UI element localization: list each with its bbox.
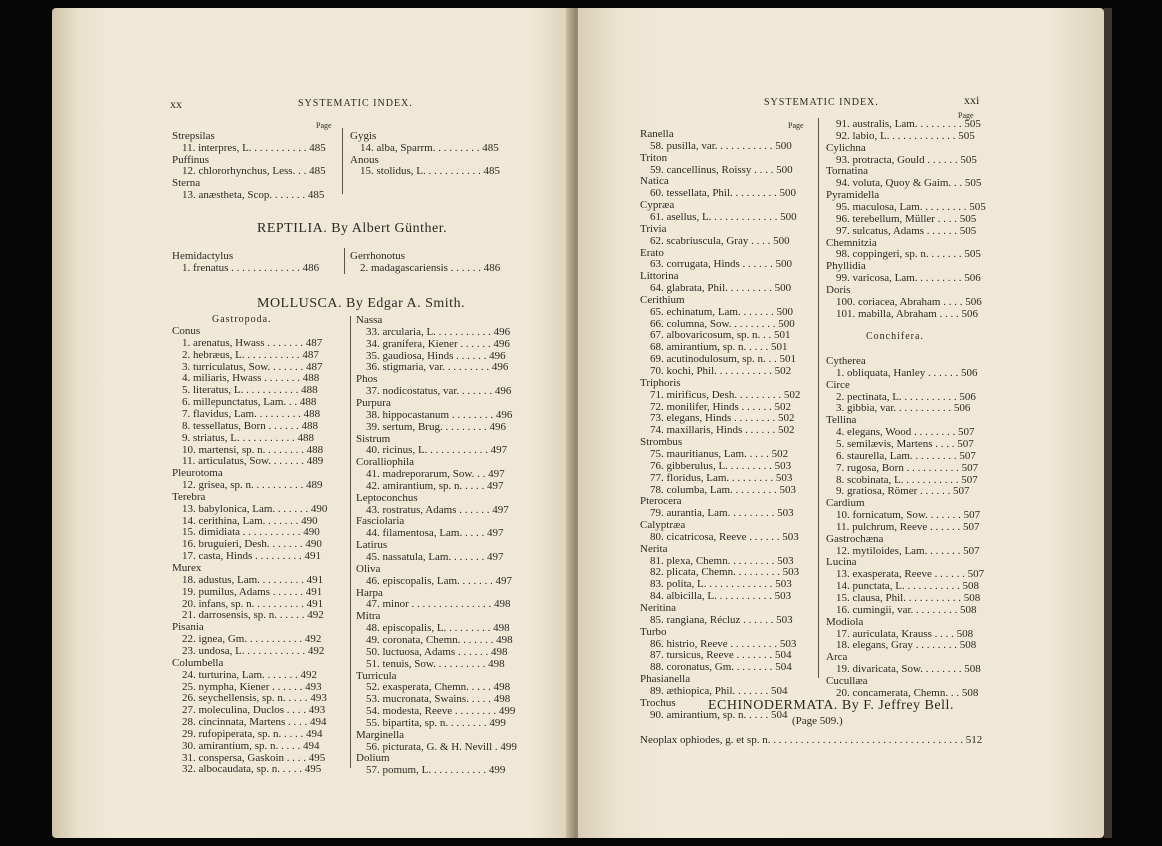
index-entry: 69. acutinodulosum, sp. n. . . 501 bbox=[650, 353, 797, 366]
index-entry: 7. flavidus, Lam. . . . . . . . . 488 bbox=[182, 407, 321, 420]
genus-heading: Pisania bbox=[172, 621, 204, 634]
index-entry: 99. varicosa, Lam. . . . . . . . . 506 bbox=[836, 272, 981, 285]
reptilia-heading: REPTILIA. By Albert Günther. bbox=[257, 221, 448, 236]
index-entry: 18. elegans, Gray . . . . . . . . 508 bbox=[836, 639, 977, 652]
index-entry: 54. modesta, Reeve . . . . . . . . 499 bbox=[366, 705, 516, 718]
genus-heading: Hemidactylus bbox=[172, 250, 234, 262]
mollusca-heading: MOLLUSCA. By Edgar A. Smith. bbox=[257, 296, 466, 311]
genus-heading: Phyllidia bbox=[826, 260, 866, 273]
index-entry: 26. seychellensis, sp. n. . . . . 493 bbox=[182, 692, 327, 705]
index-entry: 17. auriculata, Krauss . . . . 508 bbox=[836, 627, 974, 640]
index-entry: 68. amirantium, sp. n. . . . . 501 bbox=[650, 341, 788, 354]
genus-heading: Modiola bbox=[826, 615, 864, 628]
index-entry: 40. ricinus, L. . . . . . . . . . . . 497 bbox=[366, 444, 508, 457]
index-entry: 43. rostratus, Adams . . . . . . 497 bbox=[366, 503, 509, 516]
genus-heading: Natica bbox=[640, 175, 669, 188]
column-divider bbox=[818, 118, 819, 678]
index-entry: 10. martensi, sp. n. . . . . . . . 488 bbox=[182, 443, 324, 456]
genus-heading: Anous bbox=[350, 153, 379, 166]
gastropoda-subheading: Gastropoda. bbox=[212, 314, 272, 325]
index-entry: 1. frenatus . . . . . . . . . . . . . 486 bbox=[182, 261, 320, 274]
index-entry: 71. mirificus, Desh. . . . . . . . . 502 bbox=[650, 388, 801, 401]
genus-heading: Ranella bbox=[640, 128, 674, 140]
index-entry: 5. literatus, L. . . . . . . . . . . 488 bbox=[182, 384, 318, 397]
index-entry: 13. exasperata, Reeve . . . . . . 507 bbox=[836, 568, 985, 581]
genus-heading: Sterna bbox=[172, 177, 201, 190]
index-entry: 81. plexa, Chemn. . . . . . . . . 503 bbox=[650, 554, 794, 567]
index-entry: 7. rugosa, Born . . . . . . . . . . 507 bbox=[836, 461, 979, 474]
index-entry: 44. filamentosa, Lam. . . . . 497 bbox=[366, 527, 504, 540]
genus-heading: Gastrochæna bbox=[826, 532, 884, 545]
index-entry: 22. ignea, Gm. . . . . . . . . . . 492 bbox=[182, 633, 322, 646]
genus-heading: Cypræa bbox=[640, 199, 675, 212]
index-entry: 23. undosa, L. . . . . . . . . . . . 492 bbox=[182, 644, 325, 657]
index-entry: 96. terebellum, Müller . . . . 505 bbox=[836, 212, 977, 225]
index-entry: 86. histrio, Reeve . . . . . . . . . 503 bbox=[650, 637, 797, 650]
genus-heading: Phasianella bbox=[640, 673, 691, 686]
index-entry: 92. labio, L. . . . . . . . . . . . . 505 bbox=[836, 129, 975, 142]
index-entry: 36. stigmaria, var. . . . . . . . . 496 bbox=[366, 361, 509, 374]
index-entry: 58. pusilla, var. . . . . . . . . . . 500 bbox=[650, 139, 792, 152]
index-entry: 12. grisea, sp. n. . . . . . . . . . 489 bbox=[182, 479, 323, 492]
index-entry: 5. semilævis, Martens . . . . 507 bbox=[836, 437, 974, 450]
index-entry: 98. coppingeri, sp. n. . . . . . . 505 bbox=[836, 248, 981, 261]
index-entry: 55. bipartita, sp. n. . . . . . . . 499 bbox=[366, 716, 506, 729]
index-entry: 8. tessellatus, Born . . . . . . 488 bbox=[182, 419, 318, 432]
index-entry: 53. mucronata, Swains. . . . . 498 bbox=[366, 693, 511, 706]
genus-heading: Puffinus bbox=[172, 153, 210, 166]
genus-heading: Calyptræa bbox=[640, 519, 686, 532]
index-entry: 11. pulchrum, Reeve . . . . . . 507 bbox=[836, 520, 980, 533]
genus-heading: Cerithium bbox=[640, 293, 685, 306]
genus-heading: Chemnitzia bbox=[826, 236, 877, 249]
genus-heading: Oliva bbox=[356, 562, 381, 575]
genus-heading: Marginella bbox=[356, 728, 405, 741]
index-entry: 51. tenuis, Sow. . . . . . . . . . 498 bbox=[366, 657, 505, 670]
index-entry: 49. coronata, Chemn. . . . . . . 498 bbox=[366, 633, 513, 646]
index-entry: 2. hebræus, L. . . . . . . . . . . 487 bbox=[182, 348, 319, 361]
genus-heading: Cucullæa bbox=[826, 674, 868, 687]
index-entry: 25. nympha, Kiener . . . . . . 493 bbox=[182, 680, 322, 693]
index-entry: 9. gratiosa, Römer . . . . . . 507 bbox=[836, 485, 970, 498]
index-entry: 13. babylonica, Lam. . . . . . . 490 bbox=[182, 502, 328, 515]
page-column-heading: Page bbox=[958, 111, 974, 120]
genus-heading: Mitra bbox=[356, 610, 381, 623]
page-number: xxi bbox=[964, 93, 980, 107]
genus-heading: Littorina bbox=[640, 270, 679, 283]
genus-heading: Gerrhonotus bbox=[350, 250, 405, 262]
index-entry: 18. adustus, Lam. . . . . . . . . 491 bbox=[182, 573, 324, 586]
genus-heading: Triphoris bbox=[640, 376, 681, 389]
index-entry: 15. stolidus, L. . . . . . . . . . . 485 bbox=[360, 165, 500, 178]
index-entry: 38. hippocastanum . . . . . . . . 496 bbox=[366, 408, 513, 421]
index-entry: 67. albovaricosum, sp. n. . . 501 bbox=[650, 329, 791, 342]
index-entry: 84. albicilla, L. . . . . . . . . . . 503 bbox=[650, 590, 792, 603]
index-entry: 61. asellus, L. . . . . . . . . . . . . 500 bbox=[650, 210, 797, 223]
genus-heading: Arca bbox=[826, 651, 848, 664]
genus-heading: Triton bbox=[640, 151, 668, 164]
index-entry: 47. minor . . . . . . . . . . . . . . . 498 bbox=[366, 598, 511, 611]
genus-heading: Cylichna bbox=[826, 141, 866, 154]
index-entry: 59. cancellinus, Roissy . . . . 500 bbox=[650, 163, 793, 176]
genus-heading: Circe bbox=[826, 378, 850, 391]
index-entry: 17. casta, Hinds . . . . . . . . . 491 bbox=[182, 550, 322, 563]
index-entry: 72. monilifer, Hinds . . . . . . 502 bbox=[650, 400, 792, 413]
genus-heading: Phos bbox=[356, 373, 378, 386]
index-entry: 65. echinatum, Lam. . . . . . . 500 bbox=[650, 305, 793, 318]
index-entry: 15. dimidiata . . . . . . . . . . . 490 bbox=[182, 526, 320, 539]
index-entry: 48. episcopalis, L. . . . . . . . . 498 bbox=[366, 622, 510, 635]
page-number: xx bbox=[170, 97, 182, 111]
genus-heading: Strepsilas bbox=[172, 130, 215, 142]
index-entry: 12. mytiloides, Lam. . . . . . . 507 bbox=[836, 544, 980, 557]
index-entry: 37. nodicostatus, var. . . . . . . 496 bbox=[366, 385, 512, 398]
index-entry: 9. striatus, L. . . . . . . . . . . 488 bbox=[182, 431, 314, 444]
index-entry: 14. punctata, L. . . . . . . . . . . 508 bbox=[836, 580, 979, 593]
genus-heading: Leptoconchus bbox=[356, 491, 418, 504]
index-entry: 85. rangiana, Récluz . . . . . . 503 bbox=[650, 613, 793, 626]
left-page bbox=[52, 8, 574, 838]
genus-heading: Pyramidella bbox=[826, 189, 880, 202]
genus-heading: Gygis bbox=[350, 130, 377, 142]
index-entry: 75. mauritianus, Lam. . . . . 502 bbox=[650, 447, 789, 460]
genus-heading: Pleurotoma bbox=[172, 467, 223, 480]
index-entry: 19. pumilus, Adams . . . . . . 491 bbox=[182, 585, 323, 598]
index-entry: 3. turriculatus, Sow. . . . . . . 487 bbox=[182, 360, 323, 373]
index-entry: 19. divaricata, Sow. . . . . . . . 508 bbox=[836, 663, 981, 676]
index-entry: 64. glabrata, Phil. . . . . . . . . 500 bbox=[650, 282, 792, 295]
index-entry: 57. pomum, L. . . . . . . . . . . 499 bbox=[366, 764, 506, 777]
index-entry: 16. bruguieri, Desh. . . . . . . 490 bbox=[182, 538, 322, 551]
genus-heading: Harpa bbox=[356, 586, 383, 599]
index-entry: 33. arcularia, L. . . . . . . . . . . 496 bbox=[366, 325, 511, 338]
index-entry: 6. millepunctatus, Lam. . . 488 bbox=[182, 396, 317, 409]
index-entry: 80. cicatricosa, Reeve . . . . . . 503 bbox=[650, 530, 799, 543]
index-entry: 8. scobinata, L. . . . . . . . . . . 507 bbox=[836, 473, 978, 486]
genus-heading: Doris bbox=[826, 283, 851, 296]
genus-heading: Tornatina bbox=[826, 165, 868, 178]
index-entry: 42. amirantium, sp. n. . . . . 497 bbox=[366, 479, 504, 492]
index-entry: 10. fornicatum, Sow. . . . . . . 507 bbox=[836, 509, 981, 522]
index-entry: 82. plicata, Chemn. . . . . . . . . 503 bbox=[650, 566, 800, 579]
genus-heading: Lucina bbox=[826, 556, 857, 569]
index-entry: 46. episcopalis, Lam. . . . . . . 497 bbox=[366, 574, 513, 587]
index-entry: 83. polita, L. . . . . . . . . . . . . 503 bbox=[650, 578, 792, 591]
index-entry: 11. articulatus, Sow. . . . . . . 489 bbox=[182, 455, 324, 468]
index-entry: 97. sulcatus, Adams . . . . . . 505 bbox=[836, 224, 977, 237]
running-title: SYSTEMATIC INDEX. bbox=[298, 98, 413, 109]
index-entry: 90. amirantium, sp. n. . . . . 504 bbox=[650, 708, 788, 721]
index-entry: 3. gibbia, var. . . . . . . . . . . 506 bbox=[836, 402, 971, 415]
index-entry: 14. cerithina, Lam. . . . . . . 490 bbox=[182, 514, 318, 527]
index-entry: 20. infans, sp. n. . . . . . . . . . 491 bbox=[182, 597, 324, 610]
index-entry: 15. clausa, Phil. . . . . . . . . . . 508 bbox=[836, 592, 981, 604]
genus-heading: Neritina bbox=[640, 602, 677, 614]
index-entry: 77. floridus, Lam. . . . . . . . . 503 bbox=[650, 471, 793, 484]
index-entry: 73. elegans, Hinds . . . . . . . . 502 bbox=[650, 412, 795, 425]
index-entry: 93. protracta, Gould . . . . . . 505 bbox=[836, 153, 977, 166]
index-entry: 41. madreporarum, Sow. . . 497 bbox=[366, 468, 505, 481]
genus-heading: Dolium bbox=[356, 752, 390, 765]
index-entry: 16. cumingii, var. . . . . . . . . 508 bbox=[836, 603, 977, 616]
index-entry: 32. albocaudata, sp. n. . . . . 495 bbox=[182, 763, 322, 776]
index-entry: 79. aurantia, Lam. . . . . . . . . 503 bbox=[650, 507, 794, 520]
right-page bbox=[578, 8, 1104, 838]
index-entry: 100. coriacea, Abraham . . . . 506 bbox=[836, 295, 982, 308]
index-entry: 24. turturina, Lam. . . . . . . 492 bbox=[182, 668, 318, 681]
index-entry: 91. australis, Lam. . . . . . . . . 505 bbox=[836, 118, 981, 130]
genus-heading: Purpura bbox=[356, 396, 391, 409]
index-entry: 27. moleculina, Duclos . . . . 493 bbox=[182, 704, 326, 717]
index-entry: 4. elegans, Wood . . . . . . . . 507 bbox=[836, 426, 975, 439]
index-entry: 39. sertum, Brug. . . . . . . . . 496 bbox=[366, 420, 506, 433]
genus-heading: Terebra bbox=[172, 490, 206, 503]
genus-heading: Strombus bbox=[640, 436, 683, 449]
index-entry: 60. tessellata, Phil. . . . . . . . . 500 bbox=[650, 187, 797, 200]
index-entry: 1. arenatus, Hwass . . . . . . . 487 bbox=[182, 336, 323, 349]
index-entry: 29. rufopiperata, sp. n. . . . . 494 bbox=[182, 727, 323, 740]
index-entry: 95. maculosa, Lam. . . . . . . . . 505 bbox=[836, 200, 986, 213]
genus-heading: Turbo bbox=[640, 625, 667, 638]
index-entry: 88. coronatus, Gm. . . . . . . . 504 bbox=[650, 661, 792, 674]
index-entry: 20. concamerata, Chemn. . . 508 bbox=[836, 686, 979, 699]
page-column-heading: Page bbox=[788, 121, 804, 130]
index-entry: 94. voluta, Quoy & Gaim. . . 505 bbox=[836, 177, 982, 190]
genus-heading: Turricula bbox=[356, 669, 397, 682]
genus-heading: Trivia bbox=[640, 222, 667, 235]
genus-heading: Nerita bbox=[640, 542, 668, 555]
genus-heading: Cytherea bbox=[826, 355, 866, 367]
index-entry: 12. chlororhynchus, Less. . . 485 bbox=[182, 165, 326, 178]
index-entry: 28. cincinnata, Martens . . . . 494 bbox=[182, 716, 327, 729]
index-entry: 62. scabriuscula, Gray . . . . 500 bbox=[650, 234, 790, 247]
genus-heading: Fasciolaria bbox=[356, 515, 405, 528]
index-entry: 35. gaudiosa, Hinds . . . . . . 496 bbox=[366, 349, 506, 362]
echinodermata-page-ref: (Page 509.) bbox=[792, 715, 843, 727]
index-entry: 74. maxillaris, Hinds . . . . . . 502 bbox=[650, 424, 795, 437]
genus-heading: Sistrum bbox=[356, 432, 391, 445]
index-entry: 2. pectinata, L. . . . . . . . . . . 506 bbox=[836, 390, 976, 403]
index-entry: 70. kochi, Phil. . . . . . . . . . . 502 bbox=[650, 365, 792, 377]
index-entry: 45. nassatula, Lam. . . . . . . 497 bbox=[366, 551, 504, 563]
column-divider bbox=[350, 316, 351, 768]
index-entry: 87. tursicus, Reeve . . . . . . . 504 bbox=[650, 649, 792, 662]
echinodermata-entry: Neoplax ophiodes, g. et sp. n. . . . . . . . . . . . . . . . . . . . . . . . . . . . . . . . . . . . 512 bbox=[640, 734, 983, 746]
index-entry: 101. mabilla, Abraham . . . . 506 bbox=[836, 307, 979, 320]
genus-heading: Latirus bbox=[356, 539, 388, 552]
column-divider bbox=[344, 248, 345, 274]
genus-heading: Cardium bbox=[826, 497, 865, 510]
index-entry: 31. conspersa, Gaskoin . . . . 495 bbox=[182, 751, 326, 764]
index-entry: 66. columna, Sow. . . . . . . . . 500 bbox=[650, 317, 795, 330]
genus-heading: Conus bbox=[172, 325, 201, 337]
index-entry: 4. miliaris, Hwass . . . . . . . 488 bbox=[182, 372, 320, 385]
index-entry: 50. luctuosa, Adams . . . . . . 498 bbox=[366, 645, 508, 658]
genus-heading: Nassa bbox=[356, 314, 383, 326]
index-entry: 21. darrosensis, sp. n. . . . . . 492 bbox=[182, 609, 324, 622]
book-edge bbox=[1104, 8, 1112, 838]
genus-heading: Erato bbox=[640, 246, 664, 259]
index-entry: 52. exasperata, Chemn. . . . . 498 bbox=[366, 681, 511, 694]
column-divider bbox=[342, 128, 343, 194]
genus-heading: Coralliophila bbox=[356, 456, 415, 469]
genus-heading: Pterocera bbox=[640, 495, 682, 508]
genus-heading: Murex bbox=[172, 562, 202, 574]
index-entry: 63. corrugata, Hinds . . . . . . 500 bbox=[650, 258, 793, 271]
running-title: SYSTEMATIC INDEX. bbox=[764, 97, 879, 108]
index-entry: 34. granifera, Kiener . . . . . . 496 bbox=[366, 337, 510, 350]
index-entry: 56. picturata, G. & H. Nevill . 499 bbox=[366, 740, 517, 753]
index-entry: 78. columba, Lam. . . . . . . . . 503 bbox=[650, 483, 797, 496]
genus-heading: Tellina bbox=[826, 414, 857, 427]
index-entry: 13. anæstheta, Scop. . . . . . . 485 bbox=[182, 189, 325, 201]
genus-heading: Trochus bbox=[640, 696, 676, 709]
page-column-heading: Page bbox=[316, 121, 332, 130]
index-entry: 1. obliquata, Hanley . . . . . . 506 bbox=[836, 366, 978, 379]
index-entry: 14. alba, Sparrm. . . . . . . . . 485 bbox=[360, 141, 499, 154]
index-entry: 6. staurella, Lam. . . . . . . . . 507 bbox=[836, 449, 976, 462]
index-entry: 30. amirantium, sp. n. . . . . 494 bbox=[182, 739, 320, 752]
index-entry: 2. madagascariensis . . . . . . 486 bbox=[360, 261, 501, 274]
index-entry: 11. interpres, L. . . . . . . . . . . 485 bbox=[182, 141, 326, 154]
index-entry: 89. æthiopica, Phil. . . . . . . 504 bbox=[650, 684, 788, 697]
index-entry: 76. gibberulus, L. . . . . . . . . 503 bbox=[650, 459, 792, 472]
echinodermata-heading: ECHINODERMATA. By F. Jeffrey Bell. bbox=[708, 698, 954, 713]
genus-heading: Columbella bbox=[172, 656, 224, 669]
section-subheading: Conchifera. bbox=[866, 331, 924, 343]
